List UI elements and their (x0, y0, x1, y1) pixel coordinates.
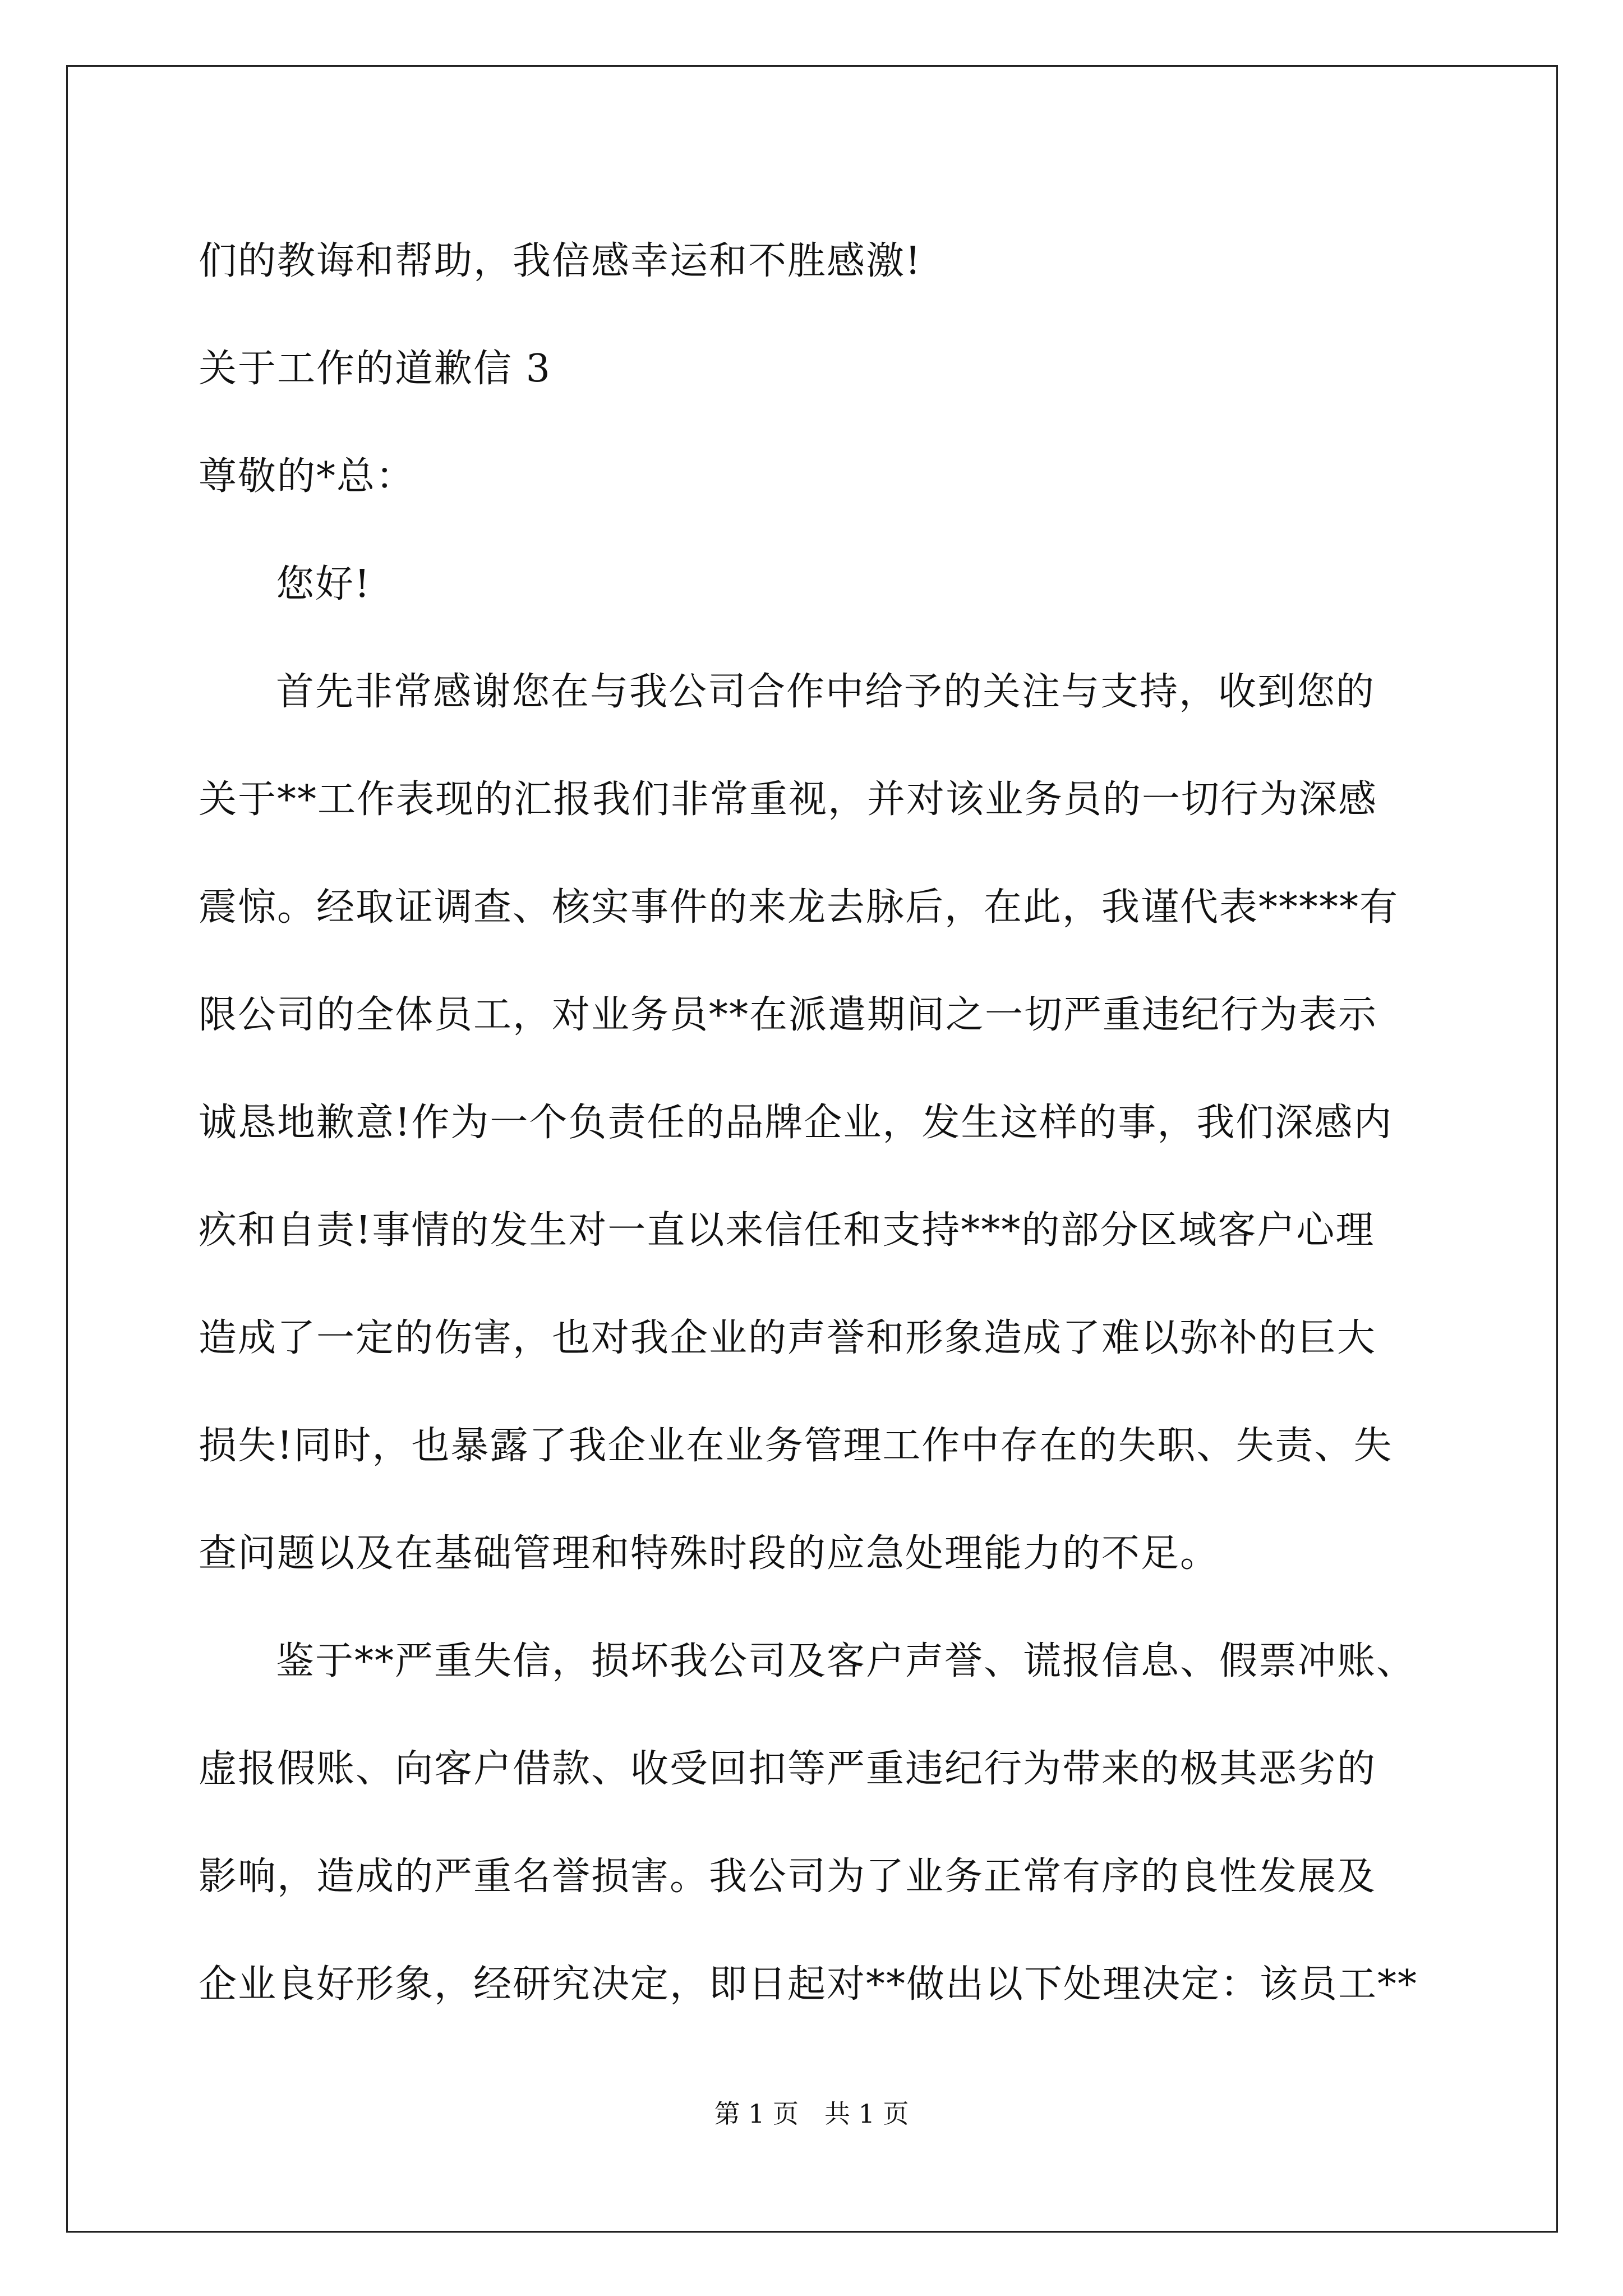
paragraph-line: 虚报假账、向客户借款、收受回扣等严重违纪行为带来的极其恶劣的 (199, 1747, 1377, 1791)
document-body (199, 208, 1432, 2039)
text-line: 们的教诲和帮助，我倍感幸运和不胜感激! (199, 239, 922, 283)
page-total: 共 1 页 (824, 2099, 909, 2129)
greeting: 您好! (276, 562, 371, 606)
paragraph-line: 限公司的全体员工，对业务员**在派遣期间之一切严重违纪行为表示 (199, 993, 1378, 1037)
paragraph-line: 查问题以及在基础管理和特殊时段的应急处理能力的不足。 (199, 1531, 1220, 1576)
paragraph-line: 企业良好形象，经研究决定，即日起对**做出以下处理决定：该员工** (199, 1962, 1418, 2007)
page-number: 第 1 页 (714, 2099, 799, 2129)
paragraph-line: 影响，造成的严重名誉损害。我公司为了业务正常有序的良性发展及 (199, 1855, 1377, 1899)
paragraph-line: 损失!同时，也暴露了我企业在业务管理工作中存在的失职、失责、失 (199, 1424, 1393, 1468)
paragraph-line: 震惊。经取证调查、核实事件的来龙去脉后，在此，我谨代表*****有 (199, 885, 1399, 930)
paragraph-line: 造成了一定的伤害，也对我企业的声誉和形象造成了难以弥补的巨大 (199, 1316, 1377, 1360)
paragraph-line: 首先非常感谢您在与我公司合作中给予的关注与支持，收到您的 (276, 670, 1376, 714)
section-heading: 关于工作的道歉信 3 (199, 347, 551, 391)
paragraph-line: 鉴于**严重失信，损坏我公司及客户声誉、谎报信息、假票冲账、 (276, 1639, 1416, 1683)
paragraph-line: 诚恳地歉意!作为一个负责任的品牌企业，发生这样的事，我们深感内 (199, 1101, 1393, 1145)
page-footer (0, 2097, 1623, 2131)
paragraph-line: 关于**工作表现的汇报我们非常重视，并对该业务员的一切行为深感 (199, 777, 1378, 822)
salutation: 尊敬的*总： (199, 454, 416, 499)
paragraph-line: 疚和自责!事情的发生对一直以来信任和支持***的部分区域客户心理 (199, 1208, 1375, 1253)
